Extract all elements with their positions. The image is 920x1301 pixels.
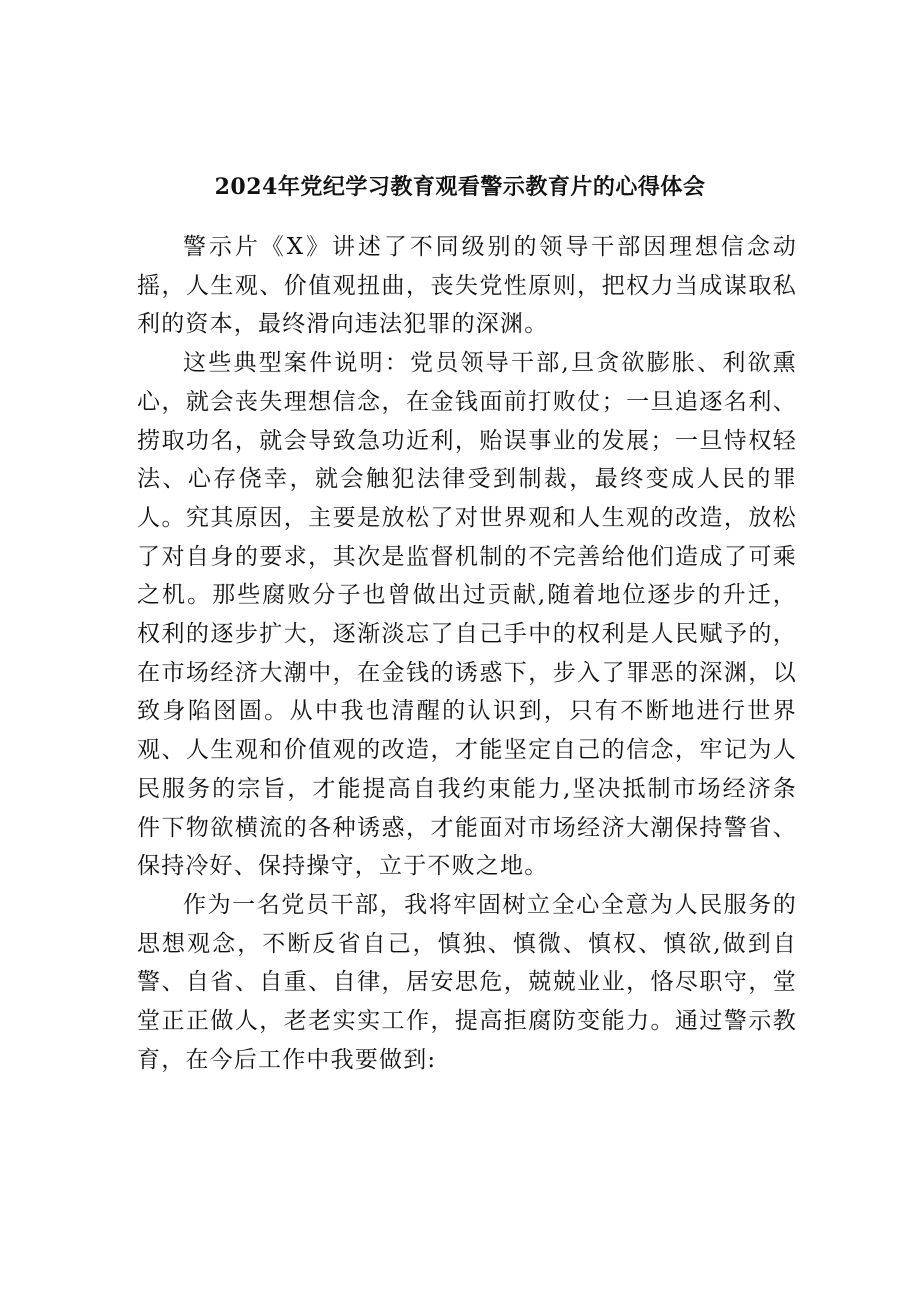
- paragraph-3: 作为一名党员干部，我将牢固树立全心全意为人民服务的思想观念，不断反省自己，慎独、慎微、慎权、慎欲,做到自警、自省、自重、自律，居安思危，兢兢业业，恪尽职守，堂堂正正做人，老老实实工作，提高拒腐防变能力。通过警示教育，在今后工作中我要做到:: [137, 891, 797, 1073]
- document-title: 2024年党纪学习教育观看警示教育片的心得体会: [214, 174, 706, 200]
- document-body: [137, 228, 797, 1079]
- paragraph-1: 警示片《X》讲述了不同级别的领导干部因理想信念动摇，人生观、价值观扭曲，丧失党性原则，把权力当成谋取私利的资本，最终滑向违法犯罪的深渊。: [137, 234, 797, 338]
- paragraph-2: 这些典型案件说明：党员领导干部,旦贪欲膨胀、利欲熏心，就会丧失理想信念，在金钱面前打败仗；一旦追逐名利、捞取功名，就会导致急功近利，贻误事业的发展；一旦恃权轻法、心存侥幸，就会触犯法律受到制裁，最终变成人民的罪人。究其原因，主要是放松了对世界观和人生观的改造，放松了对自身的要求，其次是监督机制的不完善给他们造成了可乘之机。那些腐败分子也曾做出过贡献,随着地位逐步的升迁，权利的逐步扩大，逐渐淡忘了自己手中的权利是人民赋予的，在市场经济大潮中，在金钱的诱惑下，步入了罪恶的深渊，以致身陷囹圄。从中我也清醒的认识到，只有不断地进行世界观、人生观和价值观的改造，才能坚定自己的信念，牢记为人民服务的宗旨，才能提高自我约束能力,坚决抵制市场经济条件下物欲横流的各种诱惑，才能面对市场经济大潮保持警省、保持冷好、保持操守，立于不败之地。: [137, 350, 797, 880]
